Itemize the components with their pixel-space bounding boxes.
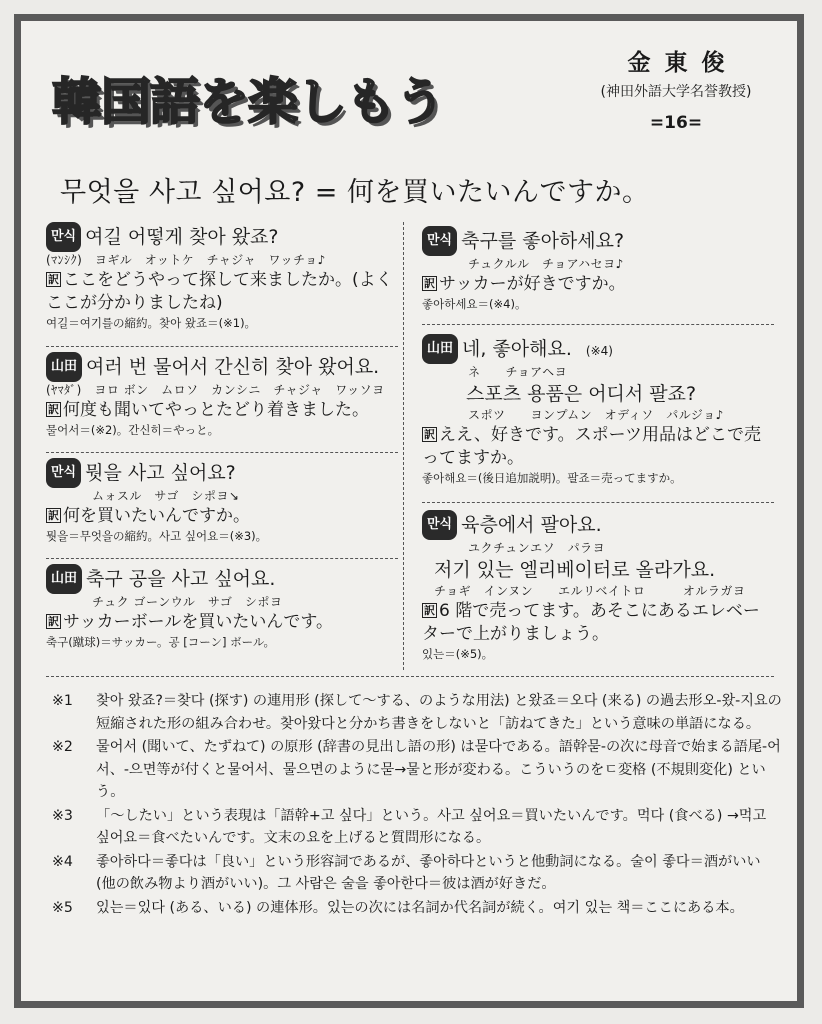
divider	[46, 558, 398, 559]
translation-mark: 訳	[48, 509, 59, 522]
korean-line	[422, 334, 774, 364]
kana-reading-2: スポツ ヨンプムン オディソ パルジョ♪	[468, 408, 724, 422]
kana-reading: (ﾏﾝｼｸ) ヨギル オットケ チャジャ ワッチョ♪	[46, 253, 326, 267]
kana-reading: チュク ゴーンウル サゴ シポヨ	[92, 595, 283, 609]
headline: 무엇을 사고 싶어요? = 何を買いたいんですか。	[60, 177, 650, 208]
korean-text: 여길 어떻게 찾아 왔죠?	[85, 226, 279, 248]
dialogue-block	[422, 226, 774, 313]
vocab-note: 축구(蹴球)＝サッカー。공 [コーン] ボール。	[46, 635, 276, 649]
speaker-tag: 山田	[422, 334, 458, 364]
japanese-translation: 訳 サッカーボールを買いたいんです。	[48, 612, 333, 632]
translation-mark: 訳	[48, 615, 59, 628]
translation-mark: 訳	[424, 277, 435, 290]
translation-mark: 訳	[424, 604, 435, 617]
korean-line	[46, 458, 398, 488]
kana-reading: ムォスル サゴ シポヨ↘	[92, 489, 240, 503]
dialogue-block	[422, 334, 774, 487]
korean-line-2: 스포츠 용품은 어디서 팔죠?	[466, 383, 697, 405]
korean-line-2: 저기 있는 엘리베이터로 올라가요.	[434, 559, 716, 581]
author-block	[586, 44, 766, 133]
japanese-translation: 訳 ここをどうやって探して来ましたか。(よくここが分かりましたね)	[46, 270, 393, 313]
speaker-tag: 만식	[46, 222, 81, 252]
divider	[46, 346, 398, 347]
vocab-note: 좋아해요＝(後日追加説明)。팔죠＝売ってますか。	[422, 471, 682, 485]
footnote-text: 찾아 왔죠?＝찾다 (探す) の連用形 (探して〜する、のような用法) と왔죠＝오다 (来る) の過去形오-왔-지요の短縮された形の組み合わせ。찾아왔다と分かち書きをしないと「訪ねてきた」という意味の単語になる。	[96, 693, 782, 732]
footnote	[52, 736, 782, 804]
korean-line	[422, 226, 774, 256]
speaker-tag: 만식	[422, 226, 457, 256]
footnote-text: 「〜したい」という表現は「語幹+고 싶다」という。사고 싶어요＝買いたいんです。먹다 (食べる) →먹고 싶어요＝食べたいんです。文末の요を上げると質問形になる。	[96, 807, 767, 846]
kana-reading: チュクルル チョアハセヨ♪	[468, 257, 624, 271]
korean-line	[46, 352, 398, 382]
japanese-translation: 訳 ええ、好きです。スポーツ用品はどこで売ってますか。	[422, 425, 761, 468]
divider	[422, 324, 774, 325]
japanese-translation: 訳 何度も聞いてやっとたどり着きました。	[48, 400, 369, 420]
author-name: 金東俊	[627, 50, 739, 76]
dialogue-block	[46, 564, 398, 651]
footnote-ref: (※4)	[585, 344, 613, 358]
author-affiliation: (神田外語大学名誉教授)	[600, 84, 752, 100]
vocab-note: 있는＝(※5)。	[422, 647, 494, 661]
vocab-note: 좋아하세요＝(※4)。	[422, 297, 527, 311]
dialogue-block	[46, 458, 398, 545]
footnote	[52, 805, 782, 850]
japanese-translation: 訳 何を買いたいんですか。	[48, 506, 250, 526]
translation-mark: 訳	[48, 273, 59, 286]
footnote-divider	[46, 676, 774, 677]
divider	[46, 452, 398, 453]
speaker-tag: 만식	[46, 458, 81, 488]
footnote	[52, 851, 782, 896]
translation-mark: 訳	[424, 428, 435, 441]
column-title-text: 韓国語を楽しもう	[52, 73, 444, 131]
kana-reading: ユクチュンエソ パラヨ	[468, 541, 606, 555]
column-title	[52, 62, 552, 142]
japanese-translation: 訳 サッカーが好きですか。	[424, 274, 626, 294]
korean-text: 축구 공을 사고 싶어요.	[86, 568, 276, 590]
korean-text: 뭣을 사고 싶어요?	[85, 462, 236, 484]
kana-reading-2: チョギ インヌン エルリベイトロ オルラガヨ	[434, 584, 746, 598]
vocab-note: 여길＝여기를の縮約。찾아 왔죠＝(※1)。	[46, 316, 257, 330]
korean-text: 네, 좋아해요.	[462, 338, 572, 360]
speaker-tag: 만식	[422, 510, 457, 540]
footnote-mark: ※4	[52, 853, 73, 870]
korean-line	[422, 510, 774, 540]
footnote-text: 있는＝있다 (ある、いる) の連体形。있는の次には名詞か代名詞が続く。여기 있는 책＝ここにある本。	[96, 899, 744, 916]
korean-line	[46, 564, 398, 594]
speaker-tag: 山田	[46, 352, 82, 382]
column-divider	[403, 222, 404, 670]
dialogue-block	[46, 222, 398, 332]
kana-reading: (ﾔﾏﾀﾞ) ヨロ ボン ムロソ カンシニ チャジャ ワッソヨ	[46, 383, 385, 397]
divider	[422, 502, 774, 503]
korean-text: 여러 번 물어서 간신히 찾아 왔어요.	[86, 356, 380, 378]
footnote-mark: ※3	[52, 807, 73, 824]
issue-number: =16=	[649, 113, 703, 133]
kana-reading: ネ チョアヘヨ	[468, 365, 568, 379]
korean-text: 축구를 좋아하세요?	[461, 230, 625, 252]
footnote-mark: ※1	[52, 693, 73, 709]
vocab-note: 물어서＝(※2)。간신히＝やっと。	[46, 423, 220, 437]
japanese-translation: 訳 6 階で売ってます。あそこにあるエレベーターで上がりましょう。	[422, 601, 760, 644]
korean-text: 육층에서 팔아요.	[461, 514, 602, 536]
footnote	[52, 897, 782, 920]
vocab-note: 뭣을＝무엇을の縮約。사고 싶어요＝(※3)。	[46, 529, 268, 543]
dialogue-block	[46, 352, 398, 439]
translation-mark: 訳	[48, 403, 59, 416]
korean-line	[46, 222, 398, 252]
footnote	[52, 690, 782, 735]
footnotes	[52, 690, 782, 920]
speaker-tag: 山田	[46, 564, 82, 594]
footnote-mark: ※2	[52, 739, 73, 755]
footnote-text: 물어서 (聞いて、たずねて) の原形 (辞書の見出し語の形) は묻다である。語幹묻-の次に母音で始まる語尾-어서、-으면等が付くと물어서、물으면のように묻→물と形が変わる。こういうのをㄷ変格 (不規則変化) という。	[96, 739, 781, 800]
footnote-mark: ※5	[52, 899, 73, 916]
dialogue-block	[422, 510, 774, 663]
footnote-text: 좋아하다＝좋다は「良い」という形容詞であるが、좋아하다というと他動詞になる。술이 좋다＝酒がいい (他の飲み物より酒がいい)。그 사람은 술을 좋아한다＝彼は酒が好きだ。	[96, 853, 761, 892]
